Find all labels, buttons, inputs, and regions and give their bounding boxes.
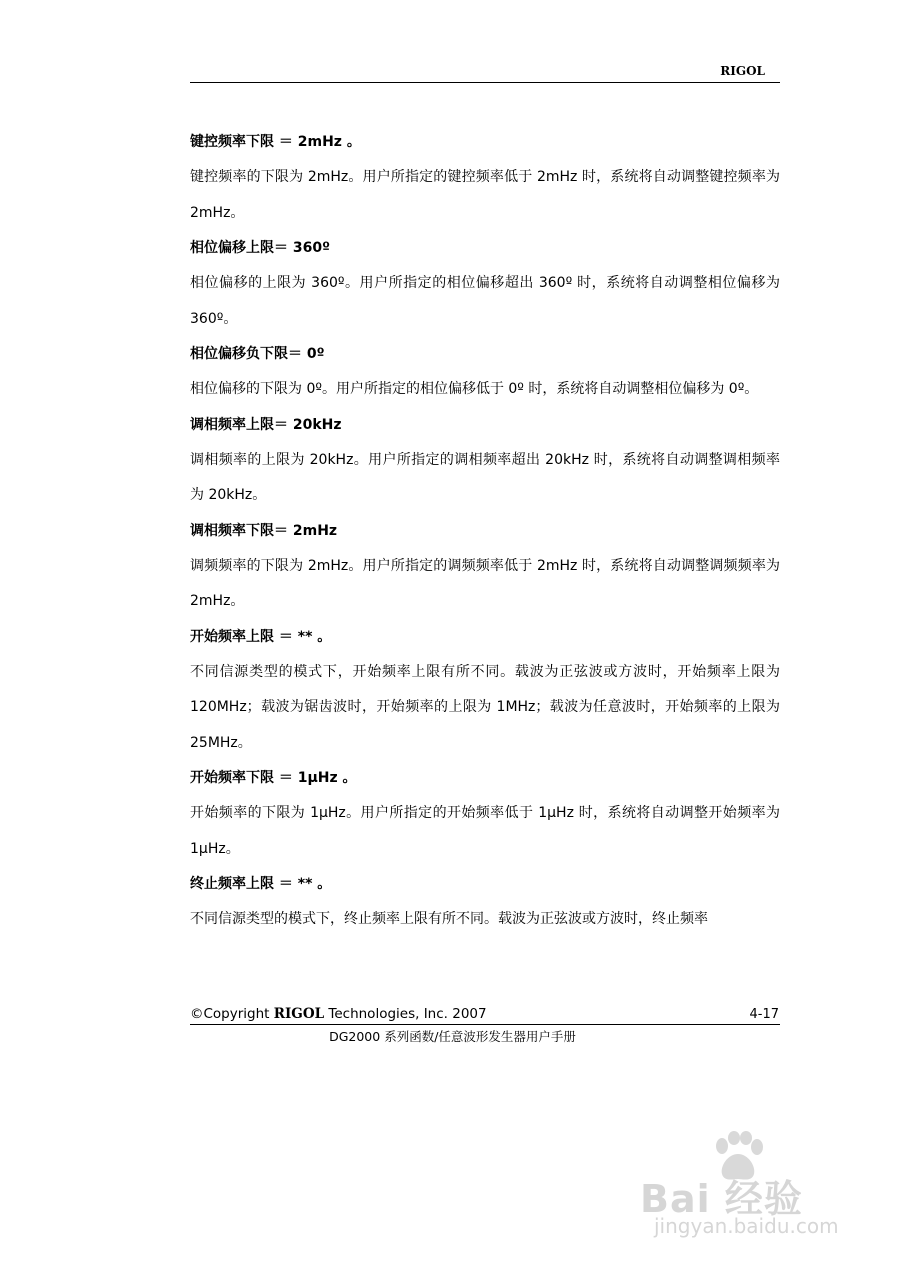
section-body: 开始频率的下限为 1μHz。用户所指定的开始频率低于 1μHz 时，系统将自动调整开始频率为 1μHz。 — [190, 805, 780, 857]
section-body: 调相频率的上限为 20kHz。用户所指定的调相频率超出 20kHz 时，系统将自动调整调相频率为 20kHz。 — [190, 451, 780, 503]
footer-copyright — [190, 1006, 487, 1022]
header-brand: RIGOL — [720, 64, 765, 78]
section-heading: 相位偏移负下限＝ 0º — [190, 346, 325, 362]
section-body: 键控频率的下限为 2mHz。用户所指定的键控频率低于 2mHz 时，系统将自动调整键控频率为 2mHz。 — [190, 169, 780, 221]
footer-rule — [190, 1024, 780, 1025]
document-body — [190, 125, 780, 938]
page-number: 4-17 — [749, 1007, 779, 1022]
section-heading: 相位偏移上限＝ 360º — [190, 240, 330, 256]
section-body: 相位偏移的上限为 360º。用户所指定的相位偏移超出 360º 时，系统将自动调整相位偏移为 360º。 — [190, 275, 780, 327]
manual-title: DG2000 系列函数/任意波形发生器用户手册 — [329, 1029, 576, 1044]
section-heading: 开始频率上限 ＝ ** 。 — [190, 628, 332, 645]
section-body: 相位偏移的下限为 0º。用户所指定的相位偏移低于 0º 时，系统将自动调整相位偏移为 0º。 — [190, 381, 759, 397]
section-heading: 调相频率上限＝ 20kHz — [190, 416, 342, 433]
section-heading: 终止频率上限 ＝ ** 。 — [190, 876, 332, 892]
section-heading: 调相频率下限＝ 2mHz — [190, 522, 338, 539]
section-heading: 键控频率下限 ＝ 2mHz 。 — [190, 134, 361, 150]
section-body: 不同信源类型的模式下，开始频率上限有所不同。载波为正弦波或方波时，开始频率上限为 120MHz；载波为锯齿波时，开始频率的上限为 1MHz；载波为任意波时，开始频率的上限为 25MHz。 — [190, 663, 780, 751]
section-heading: 开始频率下限 ＝ 1μHz 。 — [190, 770, 357, 786]
copyright-prefix: ©Copyright — [190, 1006, 270, 1022]
copyright-brand: RIGOL — [273, 1006, 325, 1022]
copyright-suffix: Technologies, Inc. 2007 — [328, 1006, 487, 1022]
baidu-jingyan-watermark — [640, 1130, 860, 1240]
section-body: 不同信源类型的模式下，终止频率上限有所不同。载波为正弦波或方波时，终止频率 — [190, 911, 708, 927]
header-rule — [190, 82, 780, 83]
watermark-url: jingyan.baidu.com — [654, 1214, 839, 1238]
watermark-brand: Bai 经验 — [640, 1177, 803, 1221]
section-body: 调频频率的下限为 2mHz。用户所指定的调频频率低于 2mHz 时，系统将自动调整调频频率为 2mHz。 — [190, 557, 780, 609]
